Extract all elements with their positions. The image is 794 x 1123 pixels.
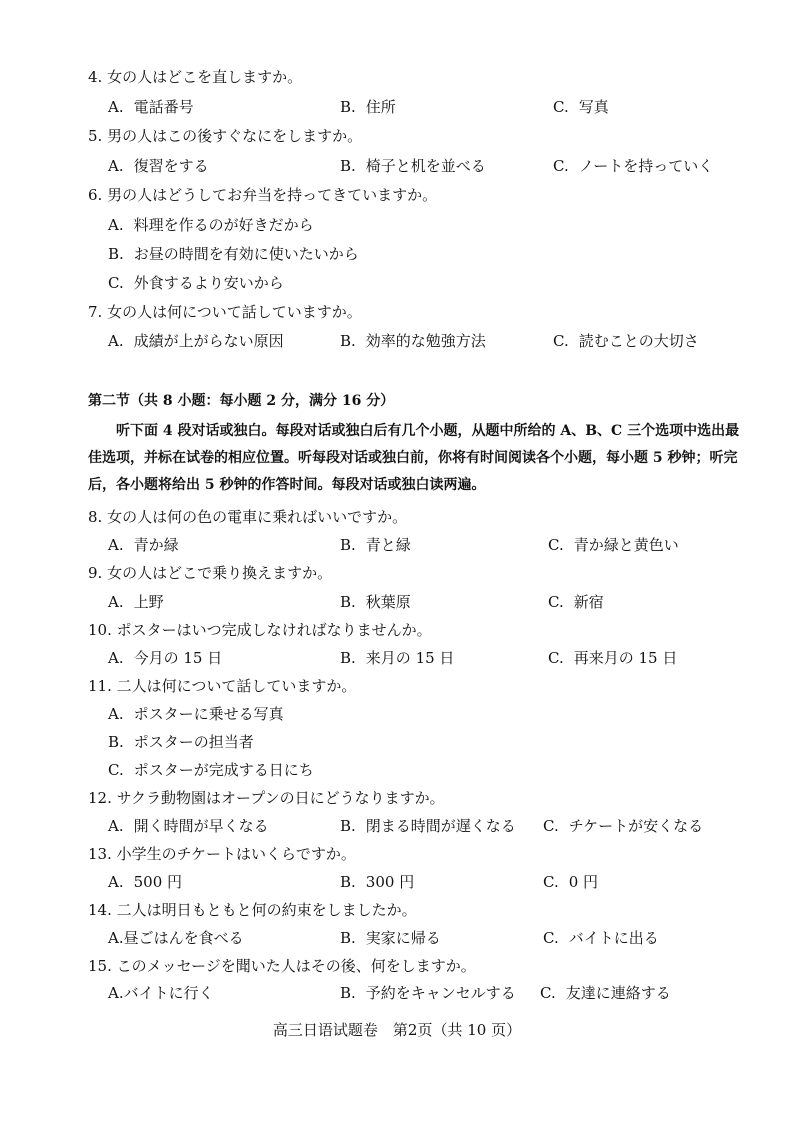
- option-label: B.: [340, 984, 356, 1002]
- option-label: A.: [108, 817, 124, 835]
- option-text: 新宿: [573, 593, 604, 611]
- option-label: A.: [108, 873, 124, 891]
- question-13: 13. 小学生のチケートはいくらですか。: [88, 845, 356, 863]
- option-label: A.: [108, 705, 124, 723]
- q12-option-c: [543, 815, 703, 837]
- q4-option-b: [340, 96, 396, 118]
- option-text: 住所: [365, 98, 396, 116]
- option-label: B.: [340, 332, 356, 350]
- q9-option-c: [548, 591, 604, 613]
- option-text: ノートを持っていく: [578, 157, 714, 175]
- q12-option-a: [108, 815, 269, 837]
- option-text: 写真: [578, 98, 609, 116]
- q5-option-c: [553, 155, 713, 177]
- option-text: ポスターが完成する日にち: [133, 761, 314, 779]
- q6-option-c: [108, 272, 284, 294]
- question-8: 8. 女の人は何の色の電車に乗ればいいですか。: [88, 508, 408, 526]
- option-text: 読むことの大切さ: [578, 332, 699, 350]
- option-text: 外食するより安いから: [133, 274, 284, 292]
- option-text: 今月の 15 日: [133, 649, 223, 667]
- q6-option-a: [108, 214, 314, 236]
- option-text: 300 円: [365, 873, 415, 891]
- option-label: C.: [543, 873, 559, 891]
- q13-option-c: [543, 871, 598, 893]
- section-title: 第二节（共 8 小题：每小题 2 分，满分 16 分）: [88, 393, 395, 409]
- option-label: B.: [340, 649, 356, 667]
- option-label: A.: [108, 536, 124, 554]
- question-6: 6. 男の人はどうしてお弁当を持ってきていますか。: [88, 186, 438, 204]
- option-text: 0 円: [568, 873, 599, 891]
- option-text: お昼の時間を有効に使いたいから: [133, 245, 359, 263]
- option-label: A.: [108, 649, 124, 667]
- option-label: A.: [108, 98, 124, 116]
- option-text: 来月の 15 日: [365, 649, 455, 667]
- option-text: 電話番号: [133, 98, 194, 116]
- q15-option-a: [108, 982, 214, 1004]
- q15-option-b: [340, 982, 516, 1004]
- option-label: A.: [108, 332, 124, 350]
- question-4: 4. 女の人はどこを直しますか。: [88, 68, 303, 86]
- option-label: B.: [108, 733, 124, 751]
- question-5: 5. 男の人はこの後すぐなにをしますか。: [88, 127, 363, 145]
- q13-option-b: [340, 871, 414, 893]
- option-label: A.: [108, 157, 124, 175]
- question-14: 14. 二人は明日もともと何の約束をしましたか。: [88, 901, 417, 919]
- option-label: C.: [548, 649, 564, 667]
- option-text: 復習をする: [133, 157, 209, 175]
- option-label: A.: [108, 929, 124, 947]
- q15-option-c: [540, 982, 671, 1004]
- question-11: 11. 二人は何について話していますか。: [88, 677, 357, 695]
- section-instructions: [88, 418, 748, 499]
- q8-option-b: [340, 534, 411, 556]
- option-text: チケートが安くなる: [568, 817, 704, 835]
- option-text: 昼ごはんを食べる: [123, 929, 244, 947]
- option-text: ポスターに乗せる写真: [133, 705, 284, 723]
- q9-option-a: [108, 591, 164, 613]
- option-label: C.: [553, 98, 569, 116]
- option-label: B.: [340, 817, 356, 835]
- q14-option-a: [108, 927, 244, 949]
- option-text: 500 円: [133, 873, 183, 891]
- q11-option-b: [108, 731, 254, 753]
- q7-option-a: [108, 330, 284, 352]
- option-text: 友達に連絡する: [565, 984, 671, 1002]
- option-text: 閉まる時間が遅くなる: [365, 817, 516, 835]
- option-text: 青と緑: [365, 536, 411, 554]
- option-text: 青か緑: [133, 536, 179, 554]
- option-label: C.: [543, 929, 559, 947]
- option-label: B.: [340, 98, 356, 116]
- option-label: C.: [108, 761, 124, 779]
- q10-option-c: [548, 647, 677, 669]
- option-label: B.: [340, 593, 356, 611]
- q14-option-b: [340, 927, 441, 949]
- q10-option-a: [108, 647, 222, 669]
- option-label: C.: [553, 157, 569, 175]
- option-text: 椅子と机を並べる: [365, 157, 486, 175]
- q5-option-b: [340, 155, 486, 177]
- option-label: C.: [540, 984, 556, 1002]
- q11-option-c: [108, 759, 314, 781]
- option-label: C.: [108, 274, 124, 292]
- option-text: 実家に帰る: [365, 929, 441, 947]
- q7-option-c: [553, 330, 699, 352]
- q5-option-a: [108, 155, 209, 177]
- q8-option-a: [108, 534, 179, 556]
- option-label: A.: [108, 593, 124, 611]
- option-text: 上野: [133, 593, 164, 611]
- option-label: B.: [340, 157, 356, 175]
- option-label: C.: [543, 817, 559, 835]
- question-7: 7. 女の人は何について話していますか。: [88, 303, 362, 321]
- q10-option-b: [340, 647, 454, 669]
- question-15: 15. このメッセージを聞いた人はその後、何をしますか。: [88, 957, 476, 975]
- option-label: C.: [548, 593, 564, 611]
- question-12: 12. サクラ動物園はオープンの日にどうなりますか。: [88, 789, 445, 807]
- option-text: 効率的な勉強方法: [365, 332, 486, 350]
- option-text: バイトに行く: [123, 984, 214, 1002]
- option-text: ポスターの担当者: [133, 733, 254, 751]
- question-9: 9. 女の人はどこで乗り換えますか。: [88, 564, 333, 582]
- q8-option-c: [548, 534, 679, 556]
- q11-option-a: [108, 703, 284, 725]
- option-label: B.: [108, 245, 124, 263]
- q7-option-b: [340, 330, 486, 352]
- q6-option-b: [108, 243, 359, 265]
- q9-option-b: [340, 591, 411, 613]
- option-text: 秋葉原: [365, 593, 411, 611]
- question-10: 10. ポスターはいつ完成しなければなりませんか。: [88, 621, 432, 639]
- option-text: 料理を作るのが好きだから: [133, 216, 314, 234]
- page-footer: 高三日语试题卷 第2页（共 10 页）: [272, 1021, 522, 1039]
- option-text: バイトに出る: [568, 929, 659, 947]
- q13-option-a: [108, 871, 182, 893]
- q12-option-b: [340, 815, 516, 837]
- q4-option-c: [553, 96, 609, 118]
- option-text: 成績が上がらない原因: [133, 332, 284, 350]
- option-label: C.: [548, 536, 564, 554]
- option-label: A.: [108, 984, 124, 1002]
- option-label: A.: [108, 216, 124, 234]
- option-label: B.: [340, 536, 356, 554]
- instructions-text: 听下面 4 段对话或独白。每段对话或独白后有几个小题，从题中所给的 A、B、C 三个选项中选出最佳选项，并标在试卷的相应位置。听每段对话或独白前，你将有时间阅读各个小题，每小题 5 秒钟；听完后，各小题将给出 5 秒钟的作答时间。每段对话或独白读两遍。: [88, 423, 740, 493]
- option-label: B.: [340, 873, 356, 891]
- option-text: 開く時間が早くなる: [133, 817, 269, 835]
- option-text: 青か緑と黄色い: [573, 536, 679, 554]
- option-text: 予約をキャンセルする: [365, 984, 516, 1002]
- option-text: 再来月の 15 日: [573, 649, 678, 667]
- option-label: C.: [553, 332, 569, 350]
- option-label: B.: [340, 929, 356, 947]
- q14-option-c: [543, 927, 659, 949]
- q4-option-a: [108, 96, 194, 118]
